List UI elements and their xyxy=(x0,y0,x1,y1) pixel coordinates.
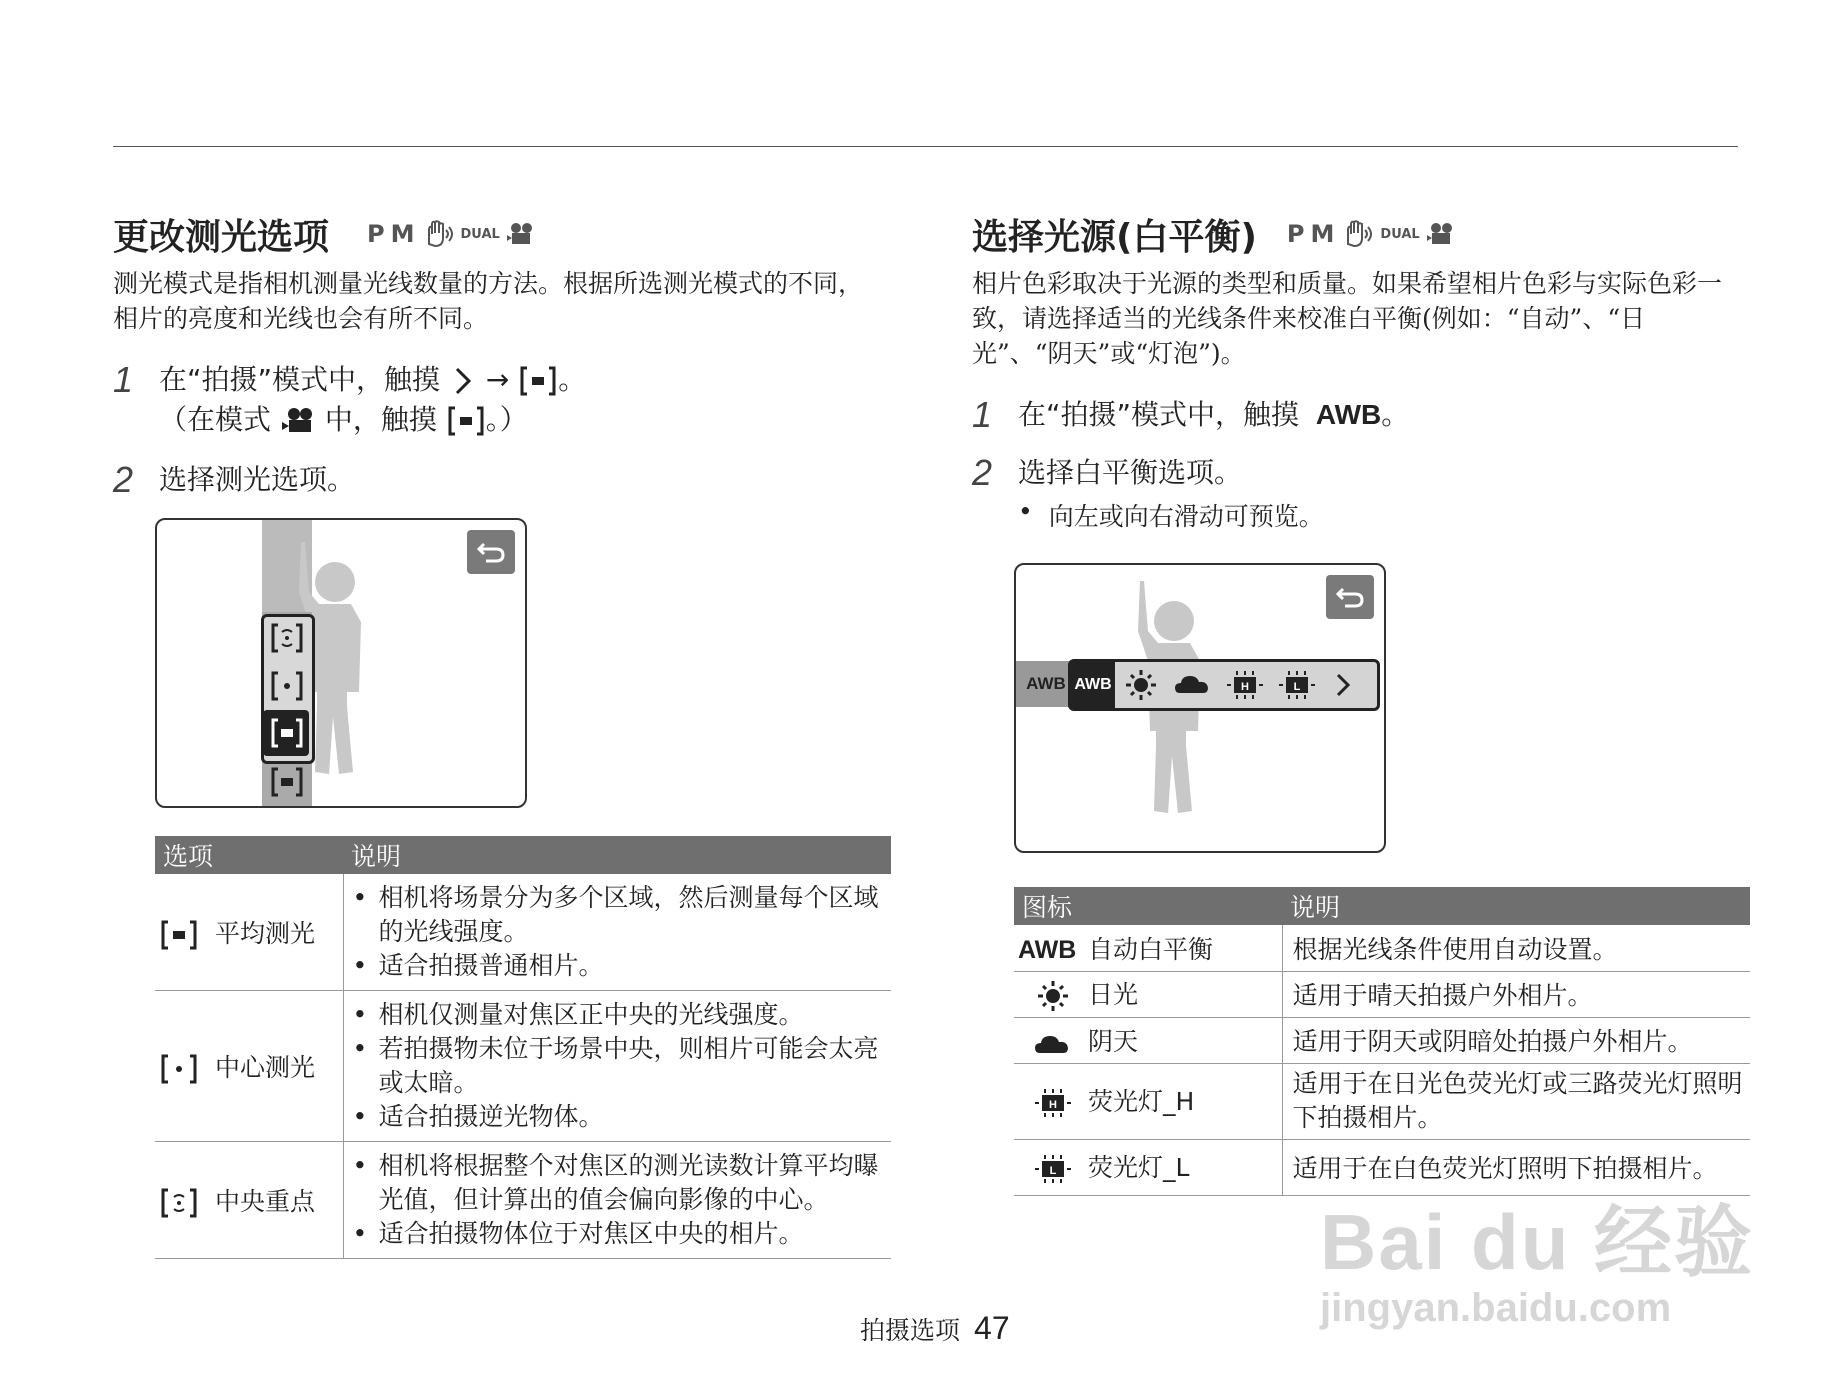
metering-spot-weighted-icon xyxy=(159,1187,199,1219)
description-item: • 适合拍摄物体位于对焦区中央的相片。 xyxy=(379,1217,891,1251)
table-header-option: 选项 xyxy=(155,836,343,874)
sun-icon[interactable] xyxy=(1115,665,1167,705)
metering-screen-preview xyxy=(155,518,527,808)
description-item: • 相机将根据整个对焦区的测光读数计算平均曝光值，但计算出的值会偏向影像的中心。 xyxy=(379,1149,891,1217)
step-number: 2 xyxy=(113,459,134,500)
step-number: 1 xyxy=(972,394,993,435)
option-label: 中心测光 xyxy=(214,1052,315,1082)
back-button[interactable] xyxy=(1326,575,1374,619)
svg-text:H: H xyxy=(1241,681,1249,693)
white-balance-options-table xyxy=(1014,887,1750,1196)
wb-label: 荧光灯_H xyxy=(1088,1086,1195,1116)
mode-icons xyxy=(367,220,536,248)
header-rule xyxy=(113,146,1738,147)
white-balance-screen-preview xyxy=(1014,563,1386,853)
metering-multi-icon[interactable] xyxy=(269,717,305,749)
table-row xyxy=(1014,925,1750,971)
metering-title xyxy=(113,208,883,260)
back-button[interactable] xyxy=(467,530,515,574)
option-label: 平均测光 xyxy=(214,918,315,948)
step-number: 1 xyxy=(113,359,134,400)
fluorescent-h-icon xyxy=(1029,1085,1077,1121)
fluorescent-h-icon[interactable] xyxy=(1219,665,1271,705)
step-1-text: 在“拍摄”模式中，触摸 xyxy=(1018,398,1300,431)
punct: 。 xyxy=(558,363,587,396)
step-1-note-b: 中，触摸 xyxy=(324,403,437,436)
step-2-bullet xyxy=(1018,497,1742,533)
description-item: • 相机将场景分为多个区域，然后测量每个区域的光线强度。 xyxy=(379,881,891,949)
metering-intro: 测光模式是指相机测量光线数量的方法。根据所选测光模式的不同，相片的亮度和光线也会有所不同。 xyxy=(113,269,864,333)
cloud-icon xyxy=(1031,1027,1075,1059)
wb-label: 自动白平衡 xyxy=(1088,934,1214,964)
wb-description: 适用于在日光色荧光灯或三路荧光灯照明下拍摄相片。 xyxy=(1282,1063,1750,1139)
mode-m: M xyxy=(390,220,415,248)
watermark-line-1: Bai du 经验 xyxy=(1320,1198,1755,1286)
description-item: • 相机仅测量对焦区正中央的光线强度。 xyxy=(379,998,891,1032)
wb-option-awb[interactable] xyxy=(1071,662,1115,708)
awb-icon: AWB xyxy=(1026,674,1066,693)
baidu-watermark xyxy=(1320,1180,1754,1331)
table-row xyxy=(155,874,891,991)
white-balance-intro: 相片色彩取决于光源的类型和质量。如果希望相片色彩与实际色彩一致，请选择适当的光线条件来校准白平衡(例如：“自动”、“日光”、“阴天”或“灯泡”)。 xyxy=(972,269,1723,368)
mode-m: M xyxy=(1310,220,1335,248)
metering-center-icon[interactable] xyxy=(269,670,305,702)
wb-description: 根据光线条件使用自动设置。 xyxy=(1282,925,1750,971)
footer-section-name: 拍摄选项 xyxy=(860,1316,961,1345)
wb-description: 适用于晴天拍摄户外相片。 xyxy=(1282,971,1750,1017)
awb-icon: AWB xyxy=(1018,935,1077,964)
table-header-description: 说明 xyxy=(343,836,891,874)
current-wb-indicator xyxy=(1016,661,1076,707)
metering-multi-icon xyxy=(159,919,199,951)
sun-icon xyxy=(1033,978,1073,1014)
description-item: • 适合拍摄逆光物体。 xyxy=(379,1100,891,1134)
svg-text:H: H xyxy=(1049,1098,1057,1111)
chevron-right-icon[interactable] xyxy=(1323,665,1363,705)
wb-label: 日光 xyxy=(1088,979,1139,1009)
awb-icon: AWB xyxy=(1315,399,1382,430)
table-header-icon: 图标 xyxy=(1014,887,1282,925)
wb-option-bar xyxy=(1068,659,1380,711)
table-row xyxy=(1014,971,1750,1017)
metering-spot-weighted-icon[interactable] xyxy=(269,622,305,654)
description-item: • 若拍摄物未位于场景中央，则相片可能会太亮或太暗。 xyxy=(379,1032,891,1100)
awb-icon: AWB xyxy=(1074,676,1112,693)
metering-options-table xyxy=(155,836,891,1259)
mode-p: P xyxy=(1286,220,1305,248)
mode-dual: DUAL xyxy=(460,226,500,242)
step-1-note-a: （在模式 xyxy=(159,403,272,436)
arrow-glyph: → xyxy=(485,363,510,396)
wb-description: 适用于阴天或阴暗处拍摄户外相片。 xyxy=(1282,1017,1750,1063)
fluorescent-l-icon[interactable] xyxy=(1271,665,1323,705)
white-balance-section xyxy=(972,208,1742,1196)
bullet-text: 向左或向右滑动可预览。 xyxy=(1048,502,1324,531)
metering-title-text: 更改测光选项 xyxy=(113,216,330,258)
back-arrow-icon xyxy=(1335,585,1365,609)
svg-text:L: L xyxy=(1049,1164,1057,1177)
table-row xyxy=(1014,1017,1750,1063)
mode-icons xyxy=(1287,220,1456,248)
description-item: • 适合拍摄普通相片。 xyxy=(379,949,891,983)
fluorescent-l-icon xyxy=(1029,1151,1077,1187)
table-row xyxy=(155,1142,891,1259)
metering-section xyxy=(113,208,883,1259)
metering-step-1 xyxy=(113,360,883,440)
cloud-icon[interactable] xyxy=(1167,665,1219,705)
wb-label: 阴天 xyxy=(1088,1026,1139,1056)
movie-camera-icon xyxy=(280,406,316,436)
metering-step-2 xyxy=(113,460,883,500)
mode-p: P xyxy=(367,220,385,248)
bullet: • xyxy=(1018,497,1033,526)
wb-label: 荧光灯_L xyxy=(1088,1152,1190,1182)
hand-icon xyxy=(421,220,455,248)
wb-description: 适用于在白色荧光灯照明下拍摄相片。 xyxy=(1282,1139,1750,1195)
punct: 。 xyxy=(1381,398,1410,431)
chevron-right-icon xyxy=(449,364,477,398)
metering-multi-icon xyxy=(518,365,558,397)
option-label: 中央重点 xyxy=(214,1186,315,1216)
white-balance-title xyxy=(972,208,1742,260)
hand-icon xyxy=(1340,220,1374,248)
mode-dual: DUAL xyxy=(1380,226,1420,242)
step-1-note-c: 。） xyxy=(485,403,528,436)
page-footer xyxy=(860,1310,1010,1347)
metering-multi-icon xyxy=(269,766,305,798)
svg-text:L: L xyxy=(1293,681,1301,693)
step-number: 2 xyxy=(972,452,993,493)
metering-center-icon xyxy=(159,1053,199,1085)
movie-camera-icon xyxy=(1426,221,1456,247)
step-2-text: 选择白平衡选项。 xyxy=(1018,456,1243,489)
metering-multi-icon xyxy=(446,405,486,437)
white-balance-step-2 xyxy=(972,453,1742,493)
step-2-text: 选择测光选项。 xyxy=(159,463,356,496)
back-arrow-icon xyxy=(476,540,506,564)
watermark-line-2: jingyan.baidu.com xyxy=(1320,1286,1672,1330)
white-balance-title-text: 选择光源(白平衡) xyxy=(972,216,1257,258)
table-row xyxy=(155,991,891,1142)
white-balance-step-1 xyxy=(972,395,1742,435)
page-number: 47 xyxy=(974,1310,1010,1346)
movie-camera-icon xyxy=(506,221,536,247)
step-1-text: 在“拍摄”模式中，触摸 xyxy=(159,363,441,396)
table-row xyxy=(1014,1063,1750,1139)
table-header-description: 说明 xyxy=(1282,887,1750,925)
